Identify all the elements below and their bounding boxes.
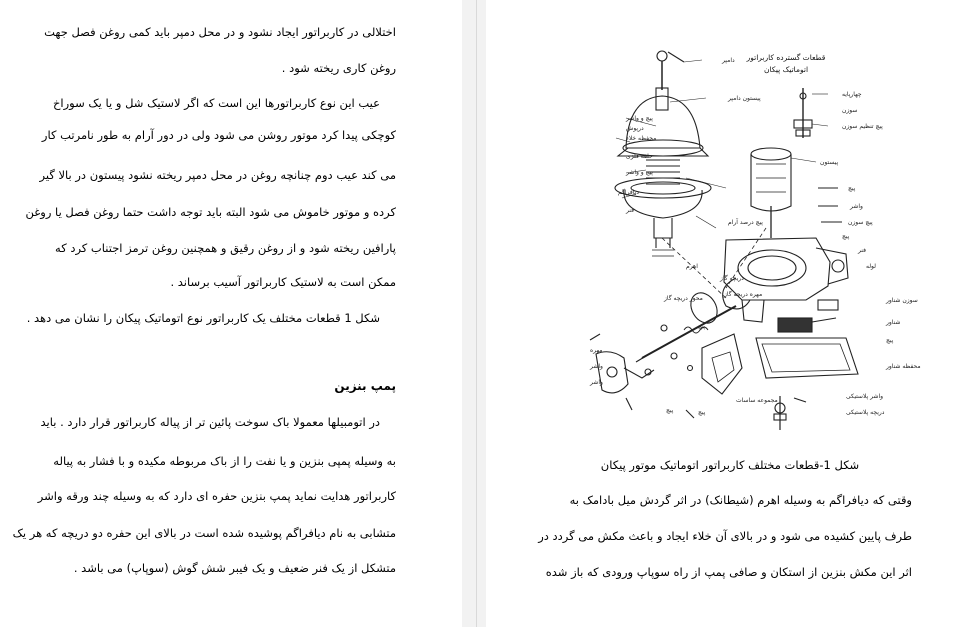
diagram-label: محفظه خلاء [626, 135, 657, 142]
diagram-label: پیچ [848, 185, 856, 192]
diagram-label: دیافراگم [618, 189, 639, 196]
paragraph-line: وقتی که دیافراگم به وسیله اهرم (شیطانک) در اثر گردش میل بادامک به [569, 493, 912, 507]
diagram-label: مجموعه ساسات [736, 397, 778, 404]
carburetor-diagram-svg [566, 38, 921, 436]
diagram-label: اهرم [686, 263, 698, 270]
diagram-label: پیچ سوزن [848, 219, 873, 226]
diagram-label: پیچ [842, 233, 850, 240]
diagram-label: پیچ درصد آرام [728, 219, 763, 226]
diagram-label: لوله [866, 263, 876, 270]
diagram-label: دامپر [722, 57, 735, 64]
paragraph-line: پارافین ریخته شود و از روغن رقیق و همچنین روغن ترمز اجتناب کرد که [55, 241, 396, 255]
diagram-label: پیستون دامپر [728, 95, 761, 102]
diagram-label: شناور [886, 319, 901, 326]
diagram-label: مهره [590, 347, 603, 354]
figure-title-2: اتوماتیک پیکان [763, 65, 809, 74]
page-gutter [462, 0, 486, 627]
page-divider [476, 0, 477, 627]
diagram-label: واشر پلاستیکی [846, 393, 884, 400]
paragraph-line: می کند عیب دوم چنانچه روغن در محل دمپر ریخته نشود پیستون در بالا گیر [39, 168, 396, 182]
diagram-label: حلقه فلزی [626, 153, 653, 160]
paragraph-line: در اتومبیلها معمولا باک سوخت پائین تر از پیاله کاربراتور قرار دارد . باید [40, 415, 380, 429]
diagram-label: پیچ [698, 409, 706, 416]
section-heading: پمپ بنزین [334, 379, 396, 393]
figure-caption: شکل 1-قطعات مختلف کاربراتور اتوماتیک موتور پیکان [600, 458, 860, 472]
diagram-label: دریچه پلاستیکی [846, 409, 885, 416]
paragraph-line: متشابی به نام دیافراگم پوشیده شده است در بالای این حفره دو دریچه که هر یک [12, 526, 396, 540]
diagram-label: چهارپایه [842, 91, 862, 98]
diagram-label: فنر [626, 207, 634, 214]
diagram-label: پیچ [886, 337, 894, 344]
paragraph-line: عیب این نوع کاربراتورها این است که اگر لاستیک شل و یا یک سوراخ [52, 96, 380, 110]
paragraph-line: ممکن است به لاستیک کاربراتور آسیب برساند . [170, 275, 396, 289]
paragraph-line: متشکل از یک فنر ضعیف و یک فیبر شش گوش (سوپاپ) می باشد . [73, 561, 396, 575]
diagram-label: پیچ [666, 407, 674, 414]
paragraph-line: روغن کاری ریخته شود . [281, 61, 396, 75]
diagram-label: دریچه گاز [720, 275, 744, 282]
diagram-label: محور دریچه گاز [664, 295, 703, 302]
diagram-label: سوزن [842, 107, 858, 114]
paragraph-line: اثر این مکش بنزین از استکان و صافی پمپ از راه سوپاپ ورودی که باز شده [545, 565, 912, 579]
diagram-label: پیستون [820, 159, 839, 166]
paragraph-line: کاربراتور هدایت نماید پمپ بنزین حفره ای دارد که به وسیله چند ورقه واشر [37, 489, 396, 503]
paragraph-line: به وسیله پمپی بنزین و یا نفت را از باک مربوطه مکیده و با فشار به پیاله [53, 454, 396, 468]
carburetor-exploded-diagram [566, 38, 921, 436]
diagram-label: واشر [850, 203, 863, 210]
diagram-label: پیچ و واشر [626, 115, 653, 122]
paragraph-line: طرف پایین کشیده می شود و در بالای آن خلاء ایجاد و باعث مکش می گردد در [538, 529, 912, 543]
paragraph-line: کوچکی پیدا کرد موتور روشن می شود ولی در دور آرام به طور نامرتب کار [41, 128, 396, 142]
paragraph-line: شکل 1 قطعات مختلف یک کاربراتور نوع اتوماتیک پیکان را نشان می دهد . [26, 311, 380, 325]
diagram-label: سوزن شناور [886, 297, 918, 304]
diagram-label: پیچ تنظیم سوزن [842, 123, 883, 130]
figure-title-1: قطعات گسترده کاربراتور [746, 53, 826, 62]
diagram-label: پیچ و واشر [626, 169, 653, 176]
diagram-label: مهره دریچه گاز [724, 291, 763, 298]
diagram-label: فنر [858, 247, 866, 254]
diagram-label: واشر [590, 363, 603, 370]
paragraph-line: اختلالی در کاربراتور ایجاد نشود و در محل دمپر باید کمی روغن فصل جهت [44, 25, 396, 39]
paragraph-line: کرده و موتور خاموش می شود البته باید توجه داشت حتما روغن فصل یا روغن [25, 205, 396, 219]
diagram-label: پیچ [698, 323, 706, 330]
diagram-label: واشر [590, 379, 603, 386]
diagram-label: محفظه شناور [886, 363, 921, 370]
diagram-label: درپوش [626, 125, 644, 132]
